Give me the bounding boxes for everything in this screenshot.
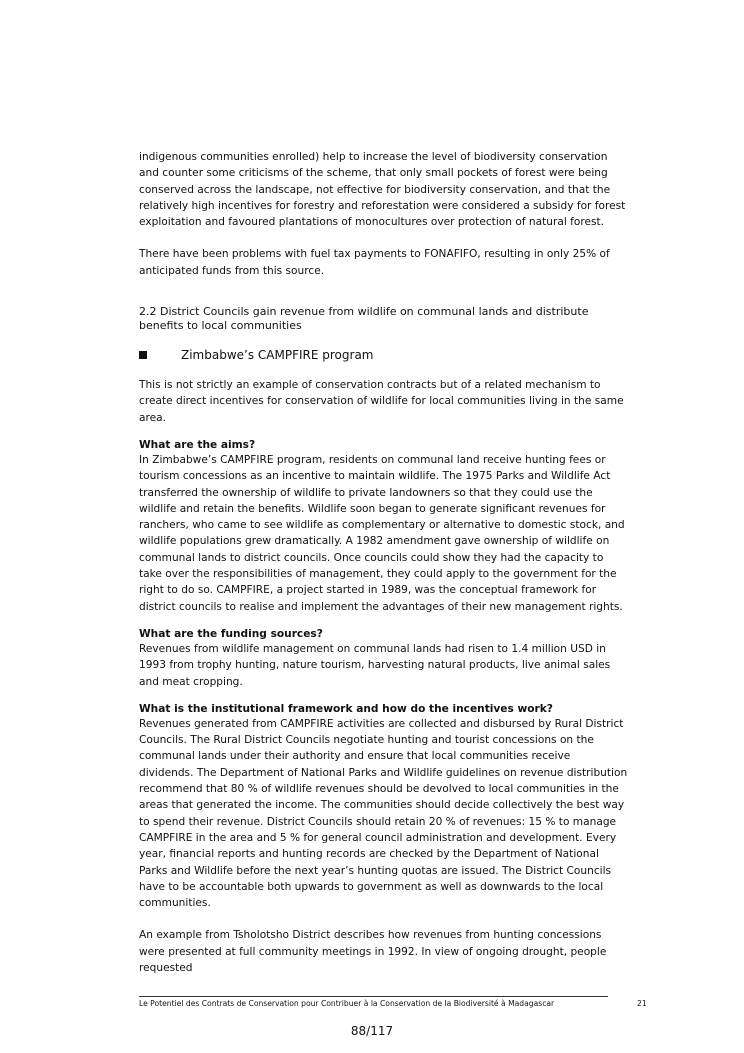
tsholotsho-paragraph: An example from Tsholotsho District describes how revenues from hunting concessions were presented at full community meetings in 1992. In view of ongoing drought, people requested: [139, 929, 607, 974]
footer-divider: [139, 996, 608, 997]
funding-question: What are the funding sources?: [139, 627, 323, 640]
page-counter: 88/117: [350, 1024, 394, 1038]
section-heading: 2.2 District Councils gain revenue from wildlife on communal lands and distribute benefits to local communities: [139, 305, 589, 333]
document-body: [139, 149, 628, 976]
intro-paragraph: indigenous communities enrolled) help to increase the level of biodiversity conservation and counter some criticisms of the scheme, that only small pockets of forest were being conserved across the landscape, not effective for biodiversity conservation, and that the relatively high incentives for forestry and reforestation were considered a subsidy for forest exploitation and favoured plantations of monocultures over protection of natural forest.: [139, 151, 626, 229]
aims-paragraph: In Zimbabwe’s CAMPFIRE program, residents on communal land receive hunting fees or tourism concessions as an incentive to maintain wildlife. The 1975 Parks and Wildlife Act transferred the ownership of wildlife to private landowners so that they could use the wildlife and retain the benefits. Wildlife soon began to generate significant revenues for ranchers, who came to see wildlife as complementary or alternative to domestic stock, and wildlife populations grew dramatically. A 1982 amendment gave ownership of wildlife on communal lands to district councils. Once councils could show they had the capacity to take over the responsibilities of management, they could apply to the government for the right to do so. CAMPFIRE, a project started in 1989, was the conceptual framework for district councils to realise and implement the advantages of their new management rights.: [139, 453, 625, 613]
footer-title: Le Potentiel des Contrats de Conservation pour Contribuer à la Conservation de la Biodiversité à Madagascar: [139, 999, 555, 1008]
aims-question: What are the aims?: [139, 438, 256, 451]
bullet-title: Zimbabwe’s CAMPFIRE program: [181, 348, 374, 363]
framework-paragraph: Revenues generated from CAMPFIRE activities are collected and disbursed by Rural District Councils. The Rural District Councils negotiate hunting and tourist concessions on the communal lands under their authority and ensure that local communities receive dividends. The Department of National Parks and Wildlife guidelines on revenue distribution recommend that 80 % of wildlife revenues should be devolved to local communities in the areas that generated the income. The communities should decide collectively the best way to spend their revenue. District Councils should retain 20 % of revenues: 15 % to manage CAMPFIRE in the area and 5 % for general council administration and development. Every year, financial reports and hunting records are checked by the Department of National Parks and Wildlife before the next year’s hunting quotas are issued. The District Councils have to be accountable both upwards to government as well as downwards to the local communities.: [139, 717, 628, 910]
lead-paragraph: This is not strictly an example of conservation contracts but of a related mechanism to create direct incentives for conservation of wildlife for local communities living in the same area.: [139, 379, 624, 424]
framework-question: What is the institutional framework and how do the incentives work?: [139, 702, 553, 715]
footer-page-number: 21: [637, 999, 647, 1008]
bullet-heading: [139, 347, 628, 363]
square-bullet-icon: [139, 351, 147, 359]
fuel-tax-paragraph: There have been problems with fuel tax payments to FONAFIFO, resulting in only 25% of anticipated funds from this source.: [139, 248, 610, 277]
funding-paragraph: Revenues from wildlife management on communal lands had risen to 1.4 million USD in 1993 from trophy hunting, nature tourism, harvesting natural products, live animal sales and meat cropping.: [139, 642, 611, 688]
